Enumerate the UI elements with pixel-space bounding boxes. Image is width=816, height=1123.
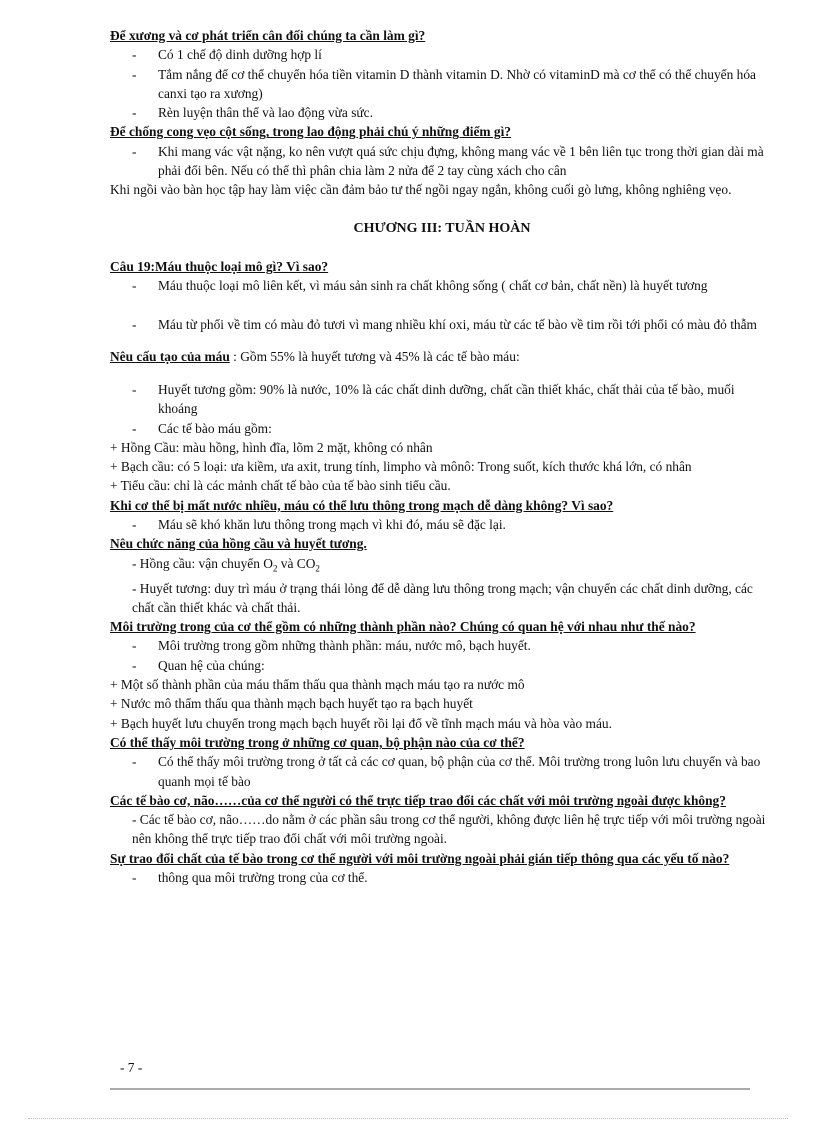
bullet-item (110, 45, 774, 64)
bullet-dash: - (132, 657, 137, 673)
formula-line (110, 554, 774, 579)
spacer (110, 238, 774, 257)
plus-item: + Bạch huyết lưu chuyển trong mạch bạch huyết rồi lại đổ về tĩnh mạch máu và hòa vào máu. (110, 715, 612, 731)
bullet-item (110, 315, 774, 334)
bullet-item (110, 656, 774, 675)
question-heading: Câu 19:Máu thuộc loại mô gì? Vì sao? (110, 258, 329, 274)
bullet-text: Tắm nắng để cơ thể chuyển hóa tiền vitamin D thành vitamin D. Nhờ có vitaminD mà cơ thể có thể chuyển hóa canxi tạo ra xương) (158, 66, 756, 101)
bullet-text: Máu từ phổi về tim có màu đỏ tươi vì mang nhiều khí oxi, máu từ các tế bào về tim rồi tới phổi có màu đỏ thẫm (158, 316, 757, 332)
footer-rule (110, 1088, 750, 1090)
bullet-text: Máu thuộc loại mô liên kết, vì máu sản sinh ra chất không sống ( chất cơ bản, chất nền) là huyết tương (158, 278, 708, 294)
bullet-text: Quan hệ của chúng: (158, 657, 265, 673)
bullet-item (110, 419, 774, 438)
heading-rest: : Gồm 55% là huyết tương và 45% là các tế bào máu: (229, 349, 520, 365)
bullet-text: Khi mang vác vật nặng, ko nên vượt quá sức chịu đựng, không mang vác về 1 bên liên tục trong thời gian dài mà phải đổi bên. Nếu có thể thì phân chia làm 2 nửa để 2 tay cùng xách cho cân (158, 143, 764, 179)
formula-part: 2 (272, 563, 278, 574)
plus-item: + Tiểu cầu: chỉ là các mảnh chất tế bào của tế bào sinh tiểu cầu. (110, 478, 451, 494)
chapter-title: CHƯƠNG III: TUẦN HOÀN (353, 220, 531, 236)
dash-paragraph: - Huyết tương: duy trì máu ở trạng thái lỏng để dễ dàng lưu thông trong mạch; vận chuyển các chất dinh dưỡng, các chất cần thiết khác và chất thải. (132, 580, 753, 615)
question-heading: Khi cơ thể bị mất nước nhiều, máu có thể lưu thông trong mạch dễ dàng không? Vì sao? (110, 497, 614, 513)
bullet-dash: - (132, 754, 137, 770)
plus-item: + Bạch cầu: có 5 loại: ưa kiềm, ưa axit, trung tính, limpho và mônô: Trong suốt, kích thước khá lớn, có nhân (110, 459, 692, 475)
bullet-text: Có 1 chế độ dinh dưỡng hợp lí (158, 47, 322, 63)
bullet-dash: - (132, 278, 137, 294)
bullet-dash: - (132, 316, 137, 332)
bullet-dash: - (132, 143, 137, 159)
bullet-dash: - (132, 517, 137, 533)
bullet-dash: - (132, 420, 137, 436)
spacer (110, 200, 774, 219)
bullet-dash: - (132, 870, 137, 886)
bullet-item (110, 868, 774, 887)
bullet-dash: - (132, 66, 137, 82)
bullet-item (110, 65, 774, 104)
question-heading: Có thể thấy môi trường trong ở những cơ quan, bộ phận nào của cơ thể? (110, 734, 525, 750)
heading-label: Nêu cấu tạo của máu (110, 349, 230, 365)
bullet-item (110, 752, 774, 791)
dash-paragraph: - Các tế bào cơ, não……do nằm ở các phần sâu trong cơ thể người, không được liên hệ trực tiếp với môi trường ngoài nên không thể trực tiếp trao đổi chất với môi trường ngoài. (132, 812, 766, 847)
bullet-item (110, 142, 774, 181)
plus-item: + Một số thành phần của máu thẩm thấu qua thành mạch máu tạo ra nước mô (110, 677, 525, 693)
bullet-item (110, 515, 774, 534)
question-heading: Sự trao đổi chất của tế bào trong cơ thể người với môi trường ngoài phải gián tiếp thông qua các yếu tố nào? (110, 850, 730, 866)
bullet-text: Các tế bào máu gồm: (158, 420, 272, 436)
page-number: - 7 - (120, 1060, 143, 1075)
paragraph: Khi ngồi vào bàn học tập hay làm việc cần đảm bảo tư thế ngồi ngay ngắn, không cuối gò lưng, không nghiêng vẹo. (110, 182, 732, 198)
plus-item: + Nước mô thẩm thấu qua thành mạch bạch huyết tạo ra bạch huyết (110, 696, 473, 712)
spacer (110, 296, 774, 315)
bullet-text: Huyết tương gồm: 90% là nước, 10% là các chất dinh dưỡng, chất cần thiết khác, chất thải của tế bào, muối khoáng (158, 381, 735, 417)
bullet-dash: - (132, 381, 137, 397)
question-heading: Các tế bào cơ, não……của cơ thể người có thể trực tiếp trao đổi các chất với môi trường ngoài được không? (110, 792, 726, 808)
bullet-text: Có thể thấy môi trường trong ở tất cả các cơ quan, bộ phận của cơ thể. Môi trường trong luôn lưu chuyển và bao quanh mọi tế bào (158, 754, 761, 789)
formula-part: - Hồng cầu: vận chuyển O (132, 555, 273, 571)
mixed-heading (110, 347, 774, 366)
bullet-dash: - (132, 105, 137, 121)
bullet-text: Rèn luyện thân thể và lao động vừa sức. (158, 105, 373, 121)
bullet-text: Môi trường trong gồm những thành phần: máu, nước mô, bạch huyết. (158, 638, 531, 654)
bullet-text: Máu sẽ khó khăn lưu thông trong mạch vì khi đó, máu sẽ đặc lại. (158, 517, 506, 533)
page-content (110, 26, 774, 887)
bullet-text: thông qua môi trường trong của cơ thể. (158, 870, 368, 886)
bullet-item (110, 380, 774, 419)
question-heading: Môi trường trong của cơ thể gồm có những thành phần nào? Chúng có quan hệ với nhau như thế nào? (110, 619, 696, 635)
question-heading: Để xương và cơ phát triển cân đối chúng ta cần làm gì? (110, 28, 426, 43)
plus-item: + Hồng Cầu: màu hồng, hình đĩa, lõm 2 mặt, không có nhân (110, 439, 433, 455)
question-heading: Nêu chức năng của hồng cầu và huyết tương. (110, 536, 367, 552)
formula-part: và CO (277, 555, 316, 571)
bullet-dash: - (132, 47, 137, 63)
page-bottom-border (28, 1118, 788, 1119)
bullet-item (110, 636, 774, 655)
bullet-dash: - (132, 638, 137, 654)
formula-part: 2 (315, 563, 320, 574)
question-heading: Để chống cong vẹo cột sống, trong lao động phải chú ý những điểm gì? (110, 124, 512, 140)
bullet-item (110, 276, 774, 295)
bullet-item (110, 103, 774, 122)
